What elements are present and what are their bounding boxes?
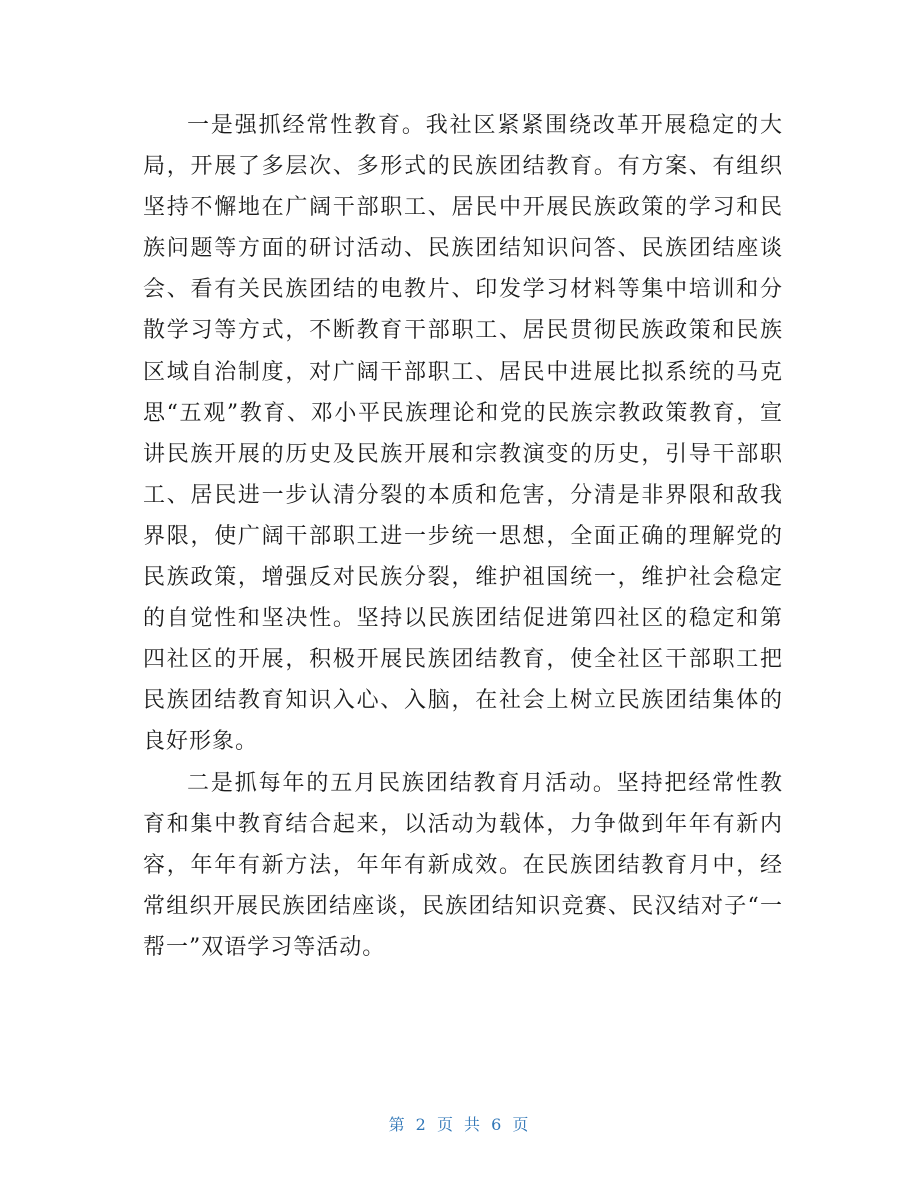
paragraph-2: 二是抓每年的五月民族团结教育月活动。坚持把经常性教育和集中教育结合起来，以活动为载体，力争做到年年有新内容，年年有新方法，年年有新成效。在民族团结教育月中，经常组织开展民族团结座谈，民族团结知识竞赛、民汉结对子“一帮一”双语学习等活动。: [143, 770, 783, 960]
paragraph-1: 一是强抓经常性教育。我社区紧紧围绕改革开展稳定的大局，开展了多层次、多形式的民族团结教育。有方案、有组织坚持不懈地在广阔干部职工、居民中开展民族政策的学习和民族问题等方面的研讨活动、民族团结知识问答、民族团结座谈会、看有关民族团结的电教片、印发学习材料等集中培训和分散学习等方式，不断教育干部职工、居民贯彻民族政策和民族区域自治制度，对广阔干部职工、居民中进展比拟系统的马克思“五观”教育、邓小平民族理论和党的民族宗教政策教育，宣讲民族开展的历史及民族开展和宗教演变的历史，引导干部职工、居民进一步认清分裂的本质和危害，分清是非界限和敌我界限，使广阔干部职工进一步统一思想，全面正确的理解党的民族政策，增强反对民族分裂，维护祖国统一，维护社会稳定的自觉性和坚决性。坚持以民族团结促进第四社区的稳定和第四社区的开展，积极开展民族团结教育，使全社区干部职工把民族团结教育知识入心、入脑，在社会上树立民族团结集体的良好形象。: [143, 113, 783, 755]
document-body: [143, 105, 783, 968]
page-number-footer: 第 2 页 共 6 页: [388, 1115, 532, 1134]
